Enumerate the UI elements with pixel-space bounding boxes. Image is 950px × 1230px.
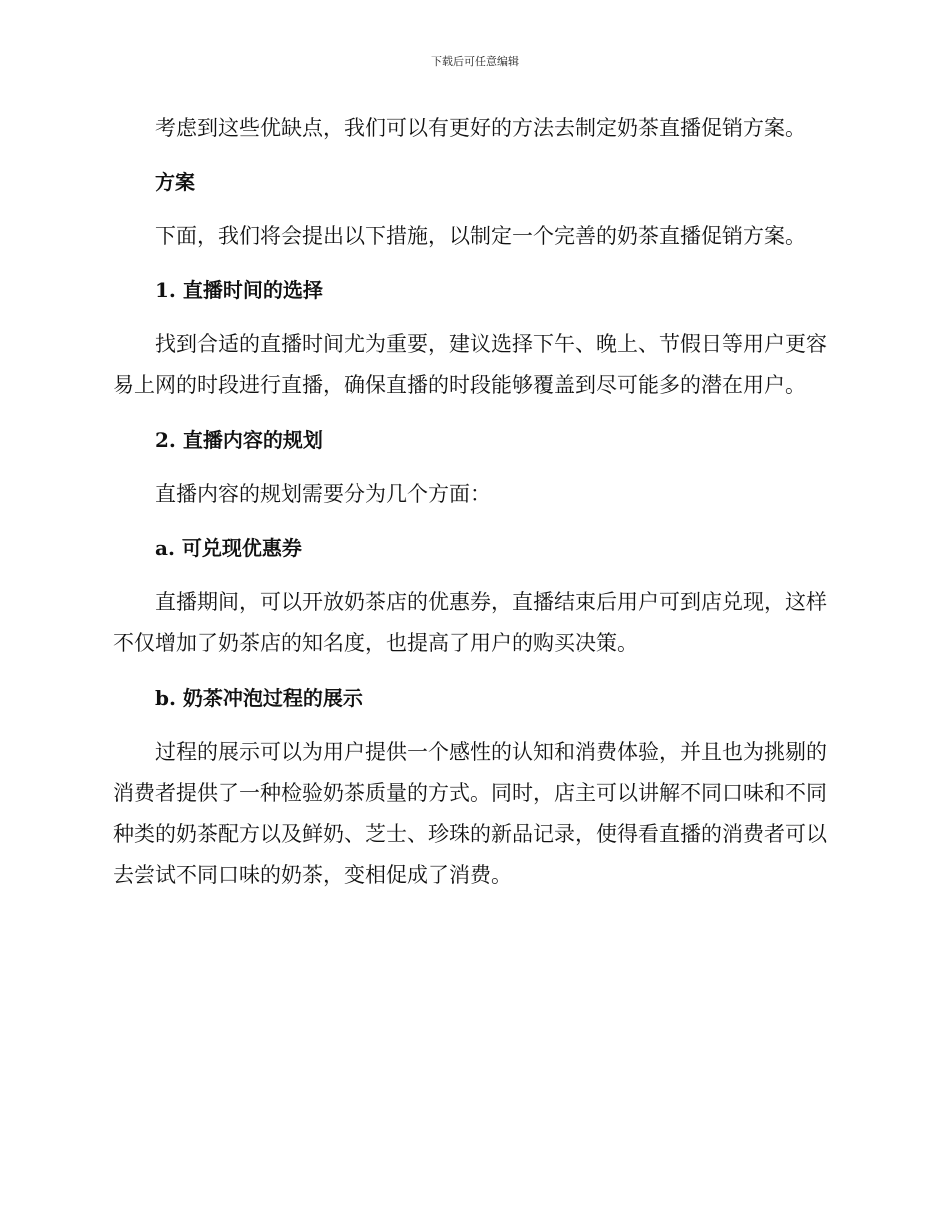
paragraph-live-time: 找到合适的直播时间尤为重要，建议选择下午、晚上、节假日等用户更容易上网的时段进行直播，确保直播的时段能够覆盖到尽可能多的潜在用户。 bbox=[113, 332, 827, 397]
paragraph-live-content: 直播内容的规划需要分为几个方面： bbox=[155, 482, 491, 506]
document-body bbox=[113, 108, 835, 896]
paragraph-coupons: 直播期间，可以开放奶茶店的优惠券，直播结束后用户可到店兑现，这样不仅增加了奶茶店的知名度，也提高了用户的购买决策。 bbox=[113, 590, 827, 655]
paragraph-plan-overview: 下面，我们将会提出以下措施，以制定一个完善的奶茶直播促销方案。 bbox=[155, 224, 806, 248]
page-header: 下载后可任意编辑 bbox=[431, 55, 519, 68]
heading-brewing-display: b. 奶茶冲泡过程的展示 bbox=[155, 686, 363, 710]
heading-live-content: 2. 直播内容的规划 bbox=[155, 428, 323, 452]
paragraph-brewing-display: 过程的展示可以为用户提供一个感性的认知和消费体验，并且也为挑剔的消费者提供了一种检验奶茶质量的方式。同时，店主可以讲解不同口味和不同种类的奶茶配方以及鲜奶、芝士、珍珠的新品记录，使得看直播的消费者可以去尝试不同口味的奶茶，变相促成了消费。 bbox=[113, 740, 827, 887]
heading-live-time: 1. 直播时间的选择 bbox=[155, 278, 323, 302]
heading-plan: 方案 bbox=[155, 170, 195, 194]
heading-coupons: a. 可兑现优惠券 bbox=[155, 536, 302, 560]
paragraph-intro: 考虑到这些优缺点，我们可以有更好的方法去制定奶茶直播促销方案。 bbox=[155, 116, 806, 140]
